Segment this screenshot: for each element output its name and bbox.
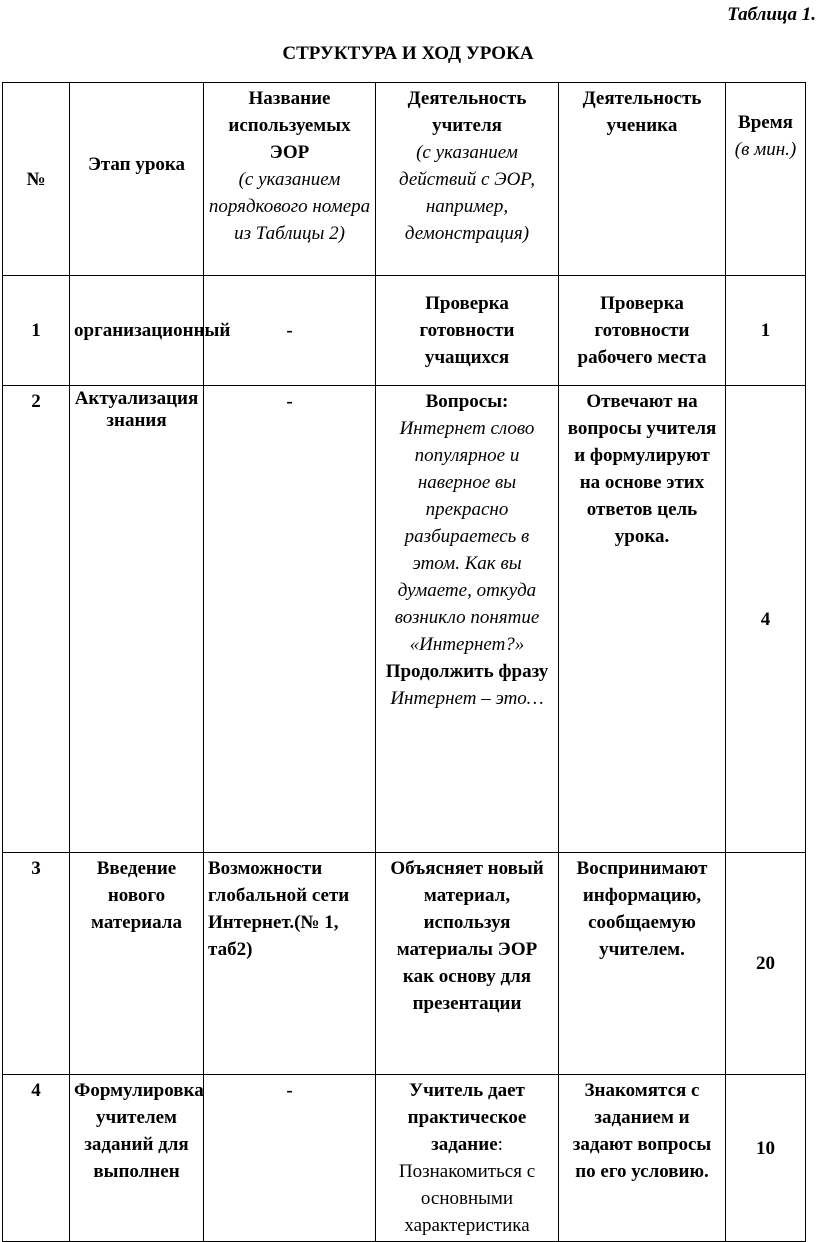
table-row (3, 1075, 806, 1242)
table-row (3, 853, 806, 1075)
header-time (726, 83, 806, 276)
row-2-eor: - (204, 386, 376, 853)
row-2-teacher-question-text: Интернет слово популярное и наверное вы прекрасно разбираетесь в этом. Как вы думаете, откуда возникло понятие «Интернет?» (394, 418, 540, 655)
header-eor (204, 83, 376, 276)
row-4-teacher-colon: : (497, 1134, 503, 1155)
row-2-stage: Актуализация знания (70, 386, 204, 853)
row-3-teacher: Объясняет новый материал, используя материалы ЭОР как основу для презентации (376, 853, 559, 1075)
row-4-teacher-bold: Учитель дает практическое задание (407, 1080, 527, 1155)
row-4-teacher (376, 1075, 559, 1242)
row-3-student: Воспринимают информацию, сообщаемую учителем. (559, 853, 726, 1075)
header-student: Деятельность ученика (559, 83, 726, 276)
row-4-stage: Формулировка учителем заданий для выполнен (70, 1075, 204, 1242)
row-3-stage: Введение нового материала (70, 853, 204, 1075)
header-eor-note: (с указанием порядкового номера из Таблицы 2) (208, 169, 371, 244)
row-2-time: 4 (726, 386, 806, 853)
header-teacher-note: (с указанием действий с ЭОР, например, демонстрация) (399, 142, 535, 244)
table-header-row (3, 83, 806, 276)
row-1-stage: организационный (70, 276, 204, 386)
header-time-title: Время (738, 112, 793, 133)
header-teacher-title: Деятельность учителя (407, 88, 527, 136)
page-title: СТРУКТУРА И ХОД УРОКА (282, 43, 534, 64)
row-4-teacher-text: Познакомиться с основными характеристика (398, 1161, 536, 1236)
header-eor-title: Название используемых ЭОР (228, 88, 351, 163)
lesson-structure-table (2, 82, 806, 1242)
row-4-eor: - (204, 1075, 376, 1242)
header-teacher (376, 83, 559, 276)
row-2-teacher-continue-text: Интернет – это… (390, 688, 544, 709)
row-4-num: 4 (3, 1075, 70, 1242)
row-4-student: Знакомятся с заданием и задают вопросы по его условию. (559, 1075, 726, 1242)
row-2-teacher (376, 386, 559, 853)
row-2-teacher-continue-label: Продолжить фразу (385, 661, 549, 682)
header-stage: Этап урока (70, 83, 204, 276)
table-row (3, 276, 806, 386)
row-3-num: 3 (3, 853, 70, 1075)
row-2-num: 2 (3, 386, 70, 853)
row-3-eor: Возможности глобальной сети Интернет.(№ 1, таб2) (204, 853, 376, 1075)
row-2-student: Отвечают на вопросы учителя и формулируют на основе этих ответов цель урока. (559, 386, 726, 853)
row-1-time: 1 (726, 276, 806, 386)
row-1-teacher: Проверка готовности учащихся (376, 276, 559, 386)
header-time-note: (в мин.) (734, 139, 797, 160)
table-label: Таблица 1. (727, 4, 816, 25)
header-num: № (3, 83, 70, 276)
row-3-time: 20 (726, 853, 806, 1075)
table-row (3, 386, 806, 853)
row-1-num: 1 (3, 276, 70, 386)
row-4-time: 10 (726, 1075, 806, 1242)
row-2-teacher-question-label: Вопросы: (425, 391, 509, 412)
row-1-eor: - (204, 276, 376, 386)
row-1-student: Проверка готовности рабочего места (559, 276, 726, 386)
